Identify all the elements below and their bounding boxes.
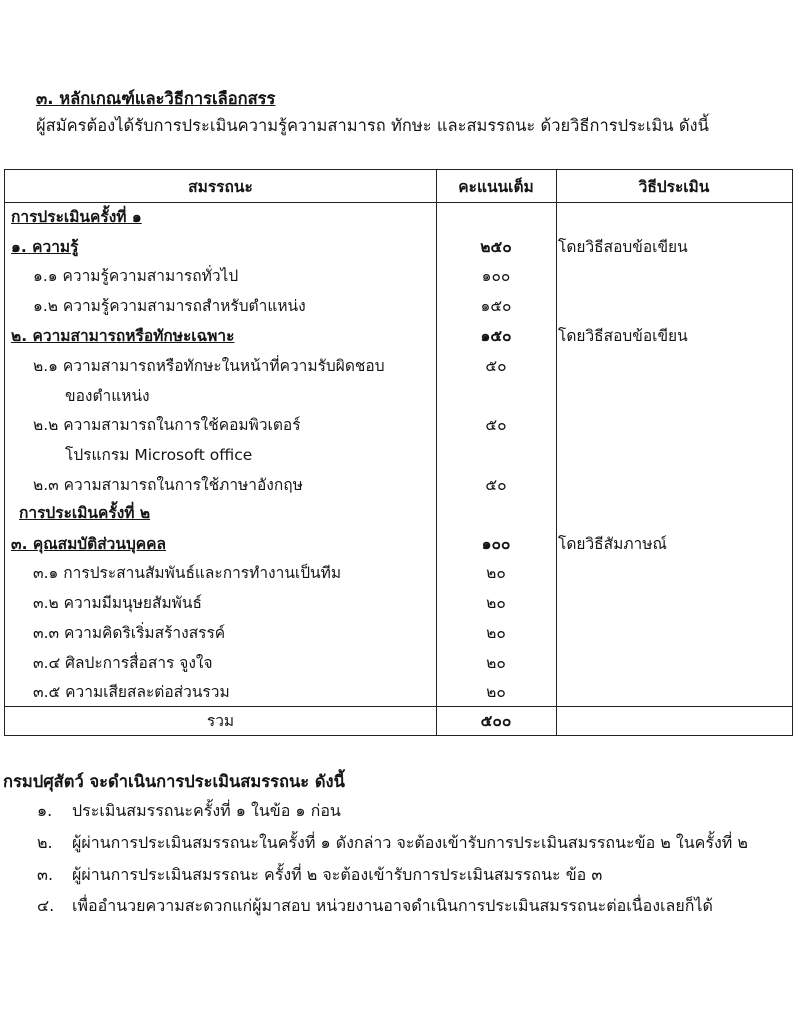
row-score: ๒๐ [486,624,506,642]
total-label: รวม [206,712,235,730]
row-score: ๒๐ [486,683,506,701]
row-score: ๑๐๐ [481,267,511,285]
header-divider [5,202,792,203]
row-score: ๒๐ [486,654,506,672]
row-competency: ๓.๒ ความมีมนุษยสัมพันธ์ [33,594,202,612]
section-heading: ๓. หลักเกณฑ์และวิธีการเลือกสรร [36,89,276,108]
row-score: ๑๐๐ [481,535,511,553]
header-competency: สมรรถนะ [188,178,253,196]
row-competency: ๓.๔ ศิลปะการสื่อสาร จูงใจ [33,654,213,672]
row-competency: ๓.๑ การประสานสัมพันธ์และการทำงานเป็นทีม [33,564,342,582]
row-competency: โปรแกรม Microsoft office [65,446,253,464]
total-divider [5,706,792,707]
row-competency: ๑.๑ ความรู้ความสามารถทั่วไป [33,267,239,285]
row-score: ๑๕๐ [480,327,512,345]
row-score: ๒๐ [486,564,506,582]
row-competency: ของตำแหน่ง [65,387,150,405]
row-score: ๕๐ [485,476,507,494]
row-competency: ๒.๑ ความสามารถหรือทักษะในหน้าที่ความรับผิดชอบ [33,357,385,375]
intro-text: ผู้สมัครต้องได้รับการประเมินความรู้ความสามารถ ทักษะ และสมรรถนะ ด้วยวิธีการประเมิน ดังนี้ [36,116,709,135]
row-method: โดยวิธีสอบข้อเขียน [558,327,688,345]
row-score: ๕๐ [485,416,507,434]
step-text: เพื่ออำนวยความสะดวกแก่ผู้มาสอบ หน่วยงานอาจดำเนินการประเมินสมรรถนะต่อเนื่องเลยก็ได้ [72,896,713,915]
step-number: ๔. [37,896,55,915]
total-score: ๕๐๐ [480,712,512,730]
row-competency: ๒.๓ ความสามารถในการใช้ภาษาอังกฤษ [33,476,303,494]
row-score: ๕๐ [485,357,507,375]
competency-table [4,169,793,736]
row-competency: ๓. คุณสมบัติส่วนบุคคล [11,535,167,553]
step-text: ผู้ผ่านการประเมินสมรรถนะ ครั้งที่ ๒ จะต้องเข้ารับการประเมินสมรรถนะ ข้อ ๓ [72,865,603,884]
step-number: ๒. [37,833,53,852]
row-score: ๒๐ [486,594,506,612]
row-competency: ๓.๕ ความเสียสละต่อส่วนรวม [33,683,230,701]
step-number: ๑. [37,801,53,820]
row-method: โดยวิธีสอบข้อเขียน [558,238,688,256]
row-competency: ๓.๓ ความคิดริเริ่มสร้างสรรค์ [33,624,226,642]
row-competency: ๒.๒ ความสามารถในการใช้คอมพิวเตอร์ [33,416,301,434]
step-number: ๓. [37,865,54,884]
header-score: คะแนนเต็ม [458,178,534,196]
row-competency: ๑.๒ ความรู้ความสามารถสำหรับตำแหน่ง [33,297,306,315]
row-competency: ๒. ความสามารถหรือทักษะเฉพาะ [11,327,235,345]
row-method: โดยวิธีสัมภาษณ์ [558,535,667,553]
row-score: ๑๕๐ [480,297,512,315]
header-method: วิธีประเมิน [638,178,710,196]
row-score: ๒๕๐ [480,238,512,256]
steps-heading: กรมปศุสัตว์ จะดำเนินการประเมินสมรรถนะ ดังนี้ [3,772,345,791]
row-competency: การประเมินครั้งที่ ๒ [19,504,151,522]
step-text: ผู้ผ่านการประเมินสมรรถนะในครั้งที่ ๑ ดังกล่าว จะต้องเข้ารับการประเมินสมรรถนะข้อ ๒ ในครั้งที่ ๒ [72,833,748,852]
column-divider [556,170,557,735]
row-competency: การประเมินครั้งที่ ๑ [11,208,142,226]
row-competency: ๑. ความรู้ [11,238,79,256]
step-text: ประเมินสมรรถนะครั้งที่ ๑ ในข้อ ๑ ก่อน [72,801,341,820]
